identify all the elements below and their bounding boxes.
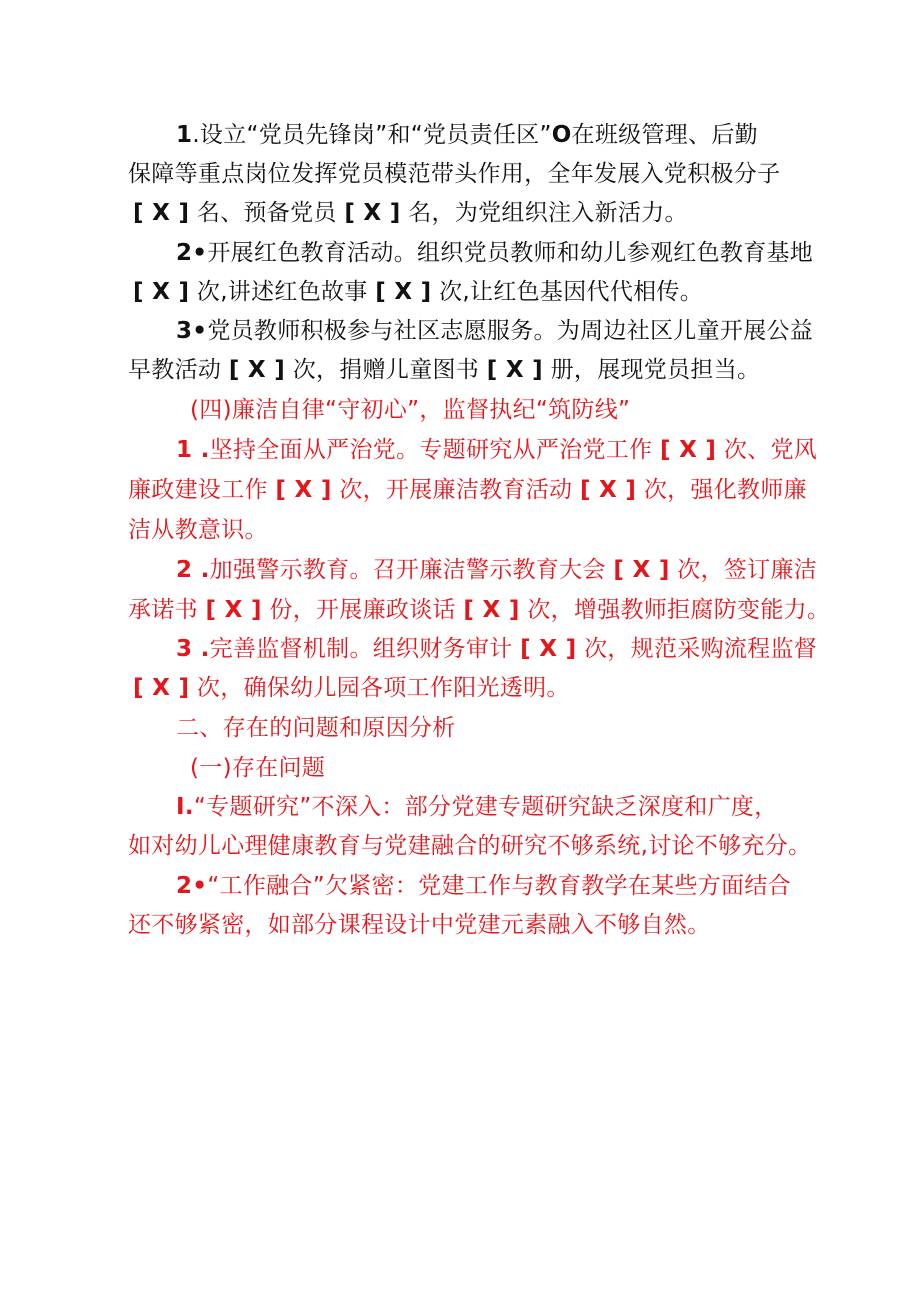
paragraph-line	[133, 197, 688, 229]
paragraph-line	[133, 672, 570, 704]
line-text: 还不够紧密，如部分课程设计中党建元素融入不够自然。	[128, 912, 711, 938]
line-text: 洁从教意识。	[128, 517, 268, 543]
line-text: O	[551, 122, 572, 148]
paragraph-line	[176, 237, 813, 269]
item-number: 2•	[176, 873, 208, 899]
placeholder-mark: [ X ]	[375, 279, 432, 305]
line-text: 次,讲述红色故事	[189, 279, 376, 305]
line-text: “工作融合”欠紧密：党建工作与教育教学在某些方面结合	[207, 873, 791, 899]
placeholder-mark: [ X ]	[228, 357, 286, 383]
placeholder-mark: [ X ]	[579, 477, 637, 503]
line-text: 完善监督机制。组织财务审计	[209, 636, 521, 662]
paragraph-line	[133, 276, 703, 308]
paragraph-line	[128, 158, 780, 190]
placeholder-mark: [ X ]	[133, 675, 190, 701]
line-text: 份，开展廉政谈话	[261, 597, 464, 623]
line-text: 名，为党组织注入新活力。	[400, 200, 688, 226]
line-text: 次、党风	[716, 437, 818, 463]
item-number: 2•	[176, 240, 208, 266]
paragraph-line	[128, 594, 830, 626]
line-text: .设立“党员先锋岗”和“党员责任区”	[192, 122, 552, 148]
line-text: 次,让红色基因代代相传。	[431, 279, 704, 305]
line-text: 册，展现党员担当。	[543, 357, 761, 383]
paragraph-line	[176, 434, 817, 466]
line-text: 名、预备党员	[189, 200, 345, 226]
paragraph-line	[176, 870, 791, 902]
paragraph-line	[128, 909, 711, 941]
placeholder-mark: [ X ]	[275, 477, 332, 503]
placeholder-mark: [ X ]	[344, 200, 401, 226]
heading-text: (四)廉洁自律“守初心”，监督执纪“筑防线”	[190, 397, 631, 423]
paragraph-line	[176, 315, 813, 347]
item-number: 2 .	[176, 557, 210, 583]
placeholder-mark: [ X ]	[133, 200, 190, 226]
placeholder-mark: [ X ]	[659, 437, 717, 463]
line-text: 次，开展廉洁教育活动	[331, 477, 580, 503]
item-number: 3 .	[176, 636, 210, 662]
placeholder-mark: [ X ]	[486, 357, 543, 383]
line-text: 次，签订廉洁	[669, 557, 818, 583]
paragraph-line	[176, 633, 817, 665]
placeholder-mark: [ X ]	[133, 279, 190, 305]
heading-text: 二、存在的问题和原因分析	[176, 715, 456, 741]
line-text: 在班级管理、后勤	[571, 122, 758, 148]
item-number: 3•	[176, 318, 208, 344]
line-text: “专题研究”不深入：部分党建专题研究缺乏深度和广度，	[193, 794, 778, 820]
paragraph-line	[176, 119, 758, 151]
section-heading	[190, 394, 630, 426]
line-text: 次，强化教师廉	[636, 477, 807, 503]
line-text: 开展红色教育活动。组织党员教师和幼儿参观红色教育基地	[207, 240, 814, 266]
item-number: 1	[176, 122, 193, 148]
line-text: 坚持全面从严治党。专题研究从严治党工作	[209, 437, 660, 463]
placeholder-mark: [ X ]	[520, 636, 577, 662]
section-heading	[176, 712, 456, 744]
paragraph-line	[128, 354, 760, 386]
line-text: 次，增强教师拒腐防变能力。	[519, 597, 831, 623]
paragraph-line	[176, 791, 778, 823]
line-text: 如对幼儿心理健康教育与党建融合的研究不够系统,讨论不够充分。	[128, 833, 812, 859]
item-number: I.	[176, 794, 194, 820]
paragraph-line	[176, 554, 817, 586]
item-number: 1 .	[176, 437, 210, 463]
line-text: 次，规范采购流程监督	[576, 636, 818, 662]
line-text: 廉政建设工作	[128, 477, 276, 503]
paragraph-line	[128, 474, 807, 506]
paragraph-line	[128, 830, 811, 862]
placeholder-mark: [ X ]	[205, 597, 262, 623]
line-text: 承诺书	[128, 597, 206, 623]
line-text: 次，确保幼儿园各项工作阳光透明。	[189, 675, 570, 701]
line-text: 加强警示教育。召开廉洁警示教育大会	[209, 557, 614, 583]
line-text: 党员教师积极参与社区志愿服务。为周边社区儿童开展公益	[207, 318, 814, 344]
paragraph-line	[128, 514, 268, 546]
placeholder-mark: [ X ]	[613, 557, 670, 583]
line-text: 保障等重点岗位发挥党员模范带头作用，全年发展入党积极分子	[128, 161, 781, 187]
line-text: 次，捐赠儿童图书	[285, 357, 487, 383]
line-text: 早教活动	[128, 357, 229, 383]
heading-text: (一)存在问题	[190, 755, 326, 781]
placeholder-mark: [ X ]	[463, 597, 520, 623]
subsection-heading	[190, 752, 325, 784]
